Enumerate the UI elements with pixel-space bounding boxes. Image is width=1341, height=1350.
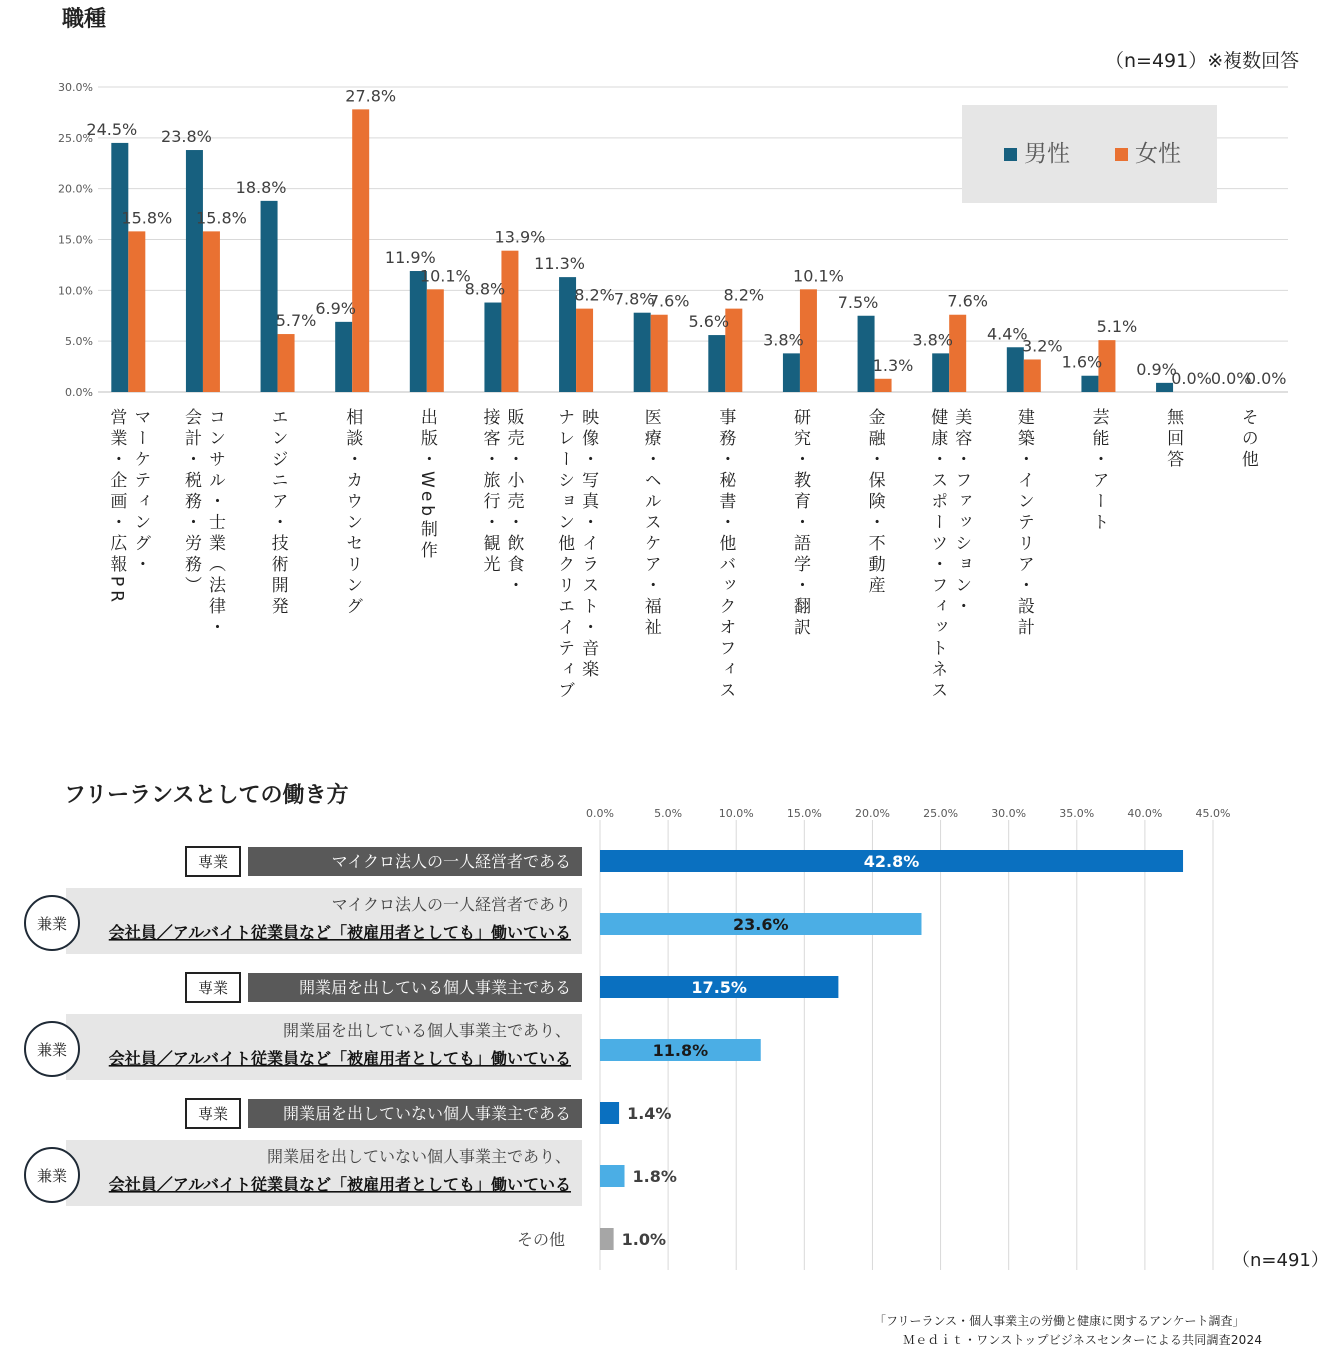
y-tick-label: 30.0%	[58, 81, 93, 94]
category-label: 事務・秘書・他バックオフィス	[715, 408, 736, 702]
bar-male	[858, 316, 875, 392]
data-label: 11.8%	[652, 1041, 709, 1060]
row-label-line2: 会社員／アルバイト従業員など「被雇用者としても」働いている	[108, 923, 571, 942]
data-label-male: 11.3%	[534, 254, 585, 274]
row-label: マイクロ法人の一人経営者である	[331, 852, 571, 871]
category-label: 会計・税務・労務）	[180, 408, 201, 597]
data-label-male: 3.8%	[763, 330, 804, 350]
data-label-female: 0.0%	[1245, 369, 1287, 388]
y-tick-label: 15.0%	[58, 233, 93, 247]
x-tick-label: 45.0%	[1195, 807, 1231, 820]
bar-male	[111, 143, 128, 392]
bar	[600, 1102, 619, 1124]
data-label-female: 3.2%	[1021, 336, 1063, 356]
bar-male	[484, 303, 501, 392]
chart-title-work-style: フリーランスとしての働き方	[64, 783, 349, 808]
category-label: その他	[1237, 408, 1258, 471]
tag-sengyo: 専業	[197, 853, 229, 871]
x-tick-label: 10.0%	[718, 807, 754, 820]
bar-male	[1081, 376, 1098, 392]
data-label-female: 7.6%	[648, 291, 690, 311]
category-label: 出版・Web制作	[416, 408, 437, 563]
bar-male	[410, 271, 427, 392]
data-label-female: 10.1%	[793, 266, 844, 286]
row-label-line1: 開業届を出していない個人事業主であり、	[266, 1147, 571, 1166]
category-label: マーケティング・	[130, 408, 151, 576]
bar-female	[352, 109, 369, 392]
bar-male	[186, 150, 203, 392]
data-label-male: 7.5%	[837, 292, 879, 312]
occupation-bar-chart	[0, 70, 1341, 740]
data-label: 1.4%	[627, 1104, 672, 1123]
bar-male	[708, 335, 725, 392]
data-label-female: 15.8%	[121, 208, 173, 228]
data-label-female: 8.2%	[574, 285, 615, 305]
bar-female	[501, 251, 518, 392]
category-label: 健康・スポーツ・フィットネス	[927, 408, 948, 702]
data-label-male: 0.0%	[1210, 369, 1252, 388]
data-label-female: 0.0%	[1171, 369, 1212, 388]
bar-female	[949, 315, 966, 392]
tag-kengyo: 兼業	[36, 1167, 68, 1185]
category-label: 研究・教育・語学・翻訳	[789, 408, 810, 639]
category-label: エンジニア・技術開発	[267, 408, 288, 618]
legend-swatch-female	[1115, 148, 1128, 161]
bar-female	[576, 309, 593, 392]
x-tick-label: 5.0%	[654, 807, 683, 820]
category-label: 営業・企画・広報PR	[106, 408, 127, 607]
x-tick-label: 20.0%	[854, 807, 890, 820]
tag-kengyo: 兼業	[36, 915, 68, 933]
category-label: 芸能・アート	[1088, 408, 1109, 534]
data-label-male: 6.9%	[315, 298, 357, 318]
sample-size-note-2: （n=491）	[1232, 1250, 1329, 1271]
legend-label-female: 女性	[1135, 141, 1181, 167]
data-label-male: 11.9%	[384, 248, 436, 268]
data-label: 1.0%	[621, 1230, 666, 1249]
data-label-male: 1.6%	[1061, 352, 1103, 372]
data-label-female: 15.8%	[196, 208, 247, 228]
data-label-female: 8.2%	[723, 285, 765, 305]
x-tick-label: 35.0%	[1059, 807, 1095, 820]
data-label-male: 23.8%	[161, 127, 212, 147]
work-style-bar-chart	[0, 800, 1341, 1280]
y-tick-label: 25.0%	[58, 131, 93, 145]
data-label: 17.5%	[691, 978, 747, 997]
category-label: ナレーション他クリエイティブ	[554, 408, 575, 702]
data-label-male: 8.8%	[464, 279, 506, 299]
category-label: 映像・写真・イラスト・音楽	[578, 408, 599, 681]
bar	[600, 1228, 614, 1250]
bar-male	[634, 313, 651, 392]
data-label-female: 5.7%	[275, 311, 317, 331]
tag-sengyo: 専業	[197, 1105, 229, 1123]
row-label-line1: マイクロ法人の一人経営者であり	[331, 895, 571, 914]
data-label-male: 4.4%	[986, 324, 1028, 344]
bar-female	[427, 289, 444, 392]
bar-male	[261, 201, 278, 392]
category-label: 建築・インテリア・設計	[1013, 408, 1034, 639]
source-line-1: 「フリーランス・個人事業主の労働と健康に関するアンケート調査」	[874, 1314, 1245, 1328]
bar-female	[203, 231, 220, 392]
row-label: 開業届を出していない個人事業主である	[282, 1104, 571, 1123]
data-label-female: 7.6%	[947, 291, 989, 311]
category-label: 相談・カウンセリング	[342, 408, 363, 618]
category-label: 医療・ヘルスケア・福祉	[640, 408, 661, 639]
data-label-male: 24.5%	[86, 119, 138, 139]
bar-female	[278, 334, 295, 392]
data-label-male: 5.6%	[688, 312, 730, 332]
row-label-other: その他	[516, 1230, 565, 1249]
tag-kengyo: 兼業	[36, 1041, 68, 1059]
y-tick-label: 0.0%	[65, 386, 93, 399]
tag-sengyo: 専業	[197, 979, 229, 997]
category-label: 接客・旅行・観光	[479, 408, 500, 576]
data-label: 42.8%	[863, 852, 920, 871]
bar-female	[1024, 359, 1041, 392]
data-label-male: 7.8%	[613, 289, 655, 309]
data-label-female: 27.8%	[345, 86, 397, 106]
bar-male	[932, 353, 949, 392]
data-label-male: 3.8%	[912, 330, 954, 350]
row-label-line2: 会社員／アルバイト従業員など「被雇用者としても」働いている	[108, 1175, 571, 1194]
y-tick-label: 20.0%	[58, 182, 93, 196]
bar-male	[335, 322, 352, 392]
category-label: 無回答	[1163, 408, 1184, 471]
bar-female	[651, 315, 668, 392]
data-label-female: 5.1%	[1096, 317, 1138, 337]
data-label-female: 1.3%	[872, 355, 914, 375]
bar-female	[875, 379, 892, 392]
row-label-line1: 開業届を出している個人事業主であり、	[282, 1021, 571, 1040]
data-label-male: 0.9%	[1136, 359, 1177, 379]
data-label: 23.6%	[732, 915, 789, 934]
legend-label-male: 男性	[1024, 141, 1070, 167]
category-label: 美容・ファッション・	[951, 408, 972, 618]
row-label: 開業届を出している個人事業主である	[298, 978, 571, 997]
x-tick-label: 15.0%	[786, 807, 822, 820]
sample-size-note: （n=491）※複数回答	[1105, 50, 1300, 72]
data-label-female: 13.9%	[494, 227, 546, 247]
x-tick-label: 30.0%	[991, 807, 1027, 820]
category-label: 金融・保険・不動産	[864, 408, 885, 597]
y-tick-label: 10.0%	[58, 284, 93, 298]
x-tick-label: 0.0%	[586, 807, 614, 820]
data-label-female: 10.1%	[419, 266, 471, 286]
category-label: 販売・小売・飲食・	[503, 408, 524, 597]
x-tick-label: 40.0%	[1127, 807, 1163, 820]
bar-male	[783, 353, 800, 392]
category-label: コンサル・士業（法律・	[204, 408, 225, 639]
bar	[600, 1165, 625, 1187]
legend-swatch-male	[1004, 148, 1017, 161]
source-line-2: Ｍｅｄｉｔ・ワンストップビジネスセンターによる共同調査2024	[903, 1333, 1263, 1347]
y-tick-label: 5.0%	[65, 335, 93, 349]
data-label: 1.8%	[632, 1167, 677, 1186]
row-label-line2: 会社員／アルバイト従業員など「被雇用者としても」働いている	[108, 1049, 571, 1068]
data-label-male: 18.8%	[235, 177, 287, 197]
bar-female	[128, 231, 145, 392]
x-tick-label: 25.0%	[923, 807, 959, 820]
chart-title-occupation: 職種	[62, 7, 107, 32]
